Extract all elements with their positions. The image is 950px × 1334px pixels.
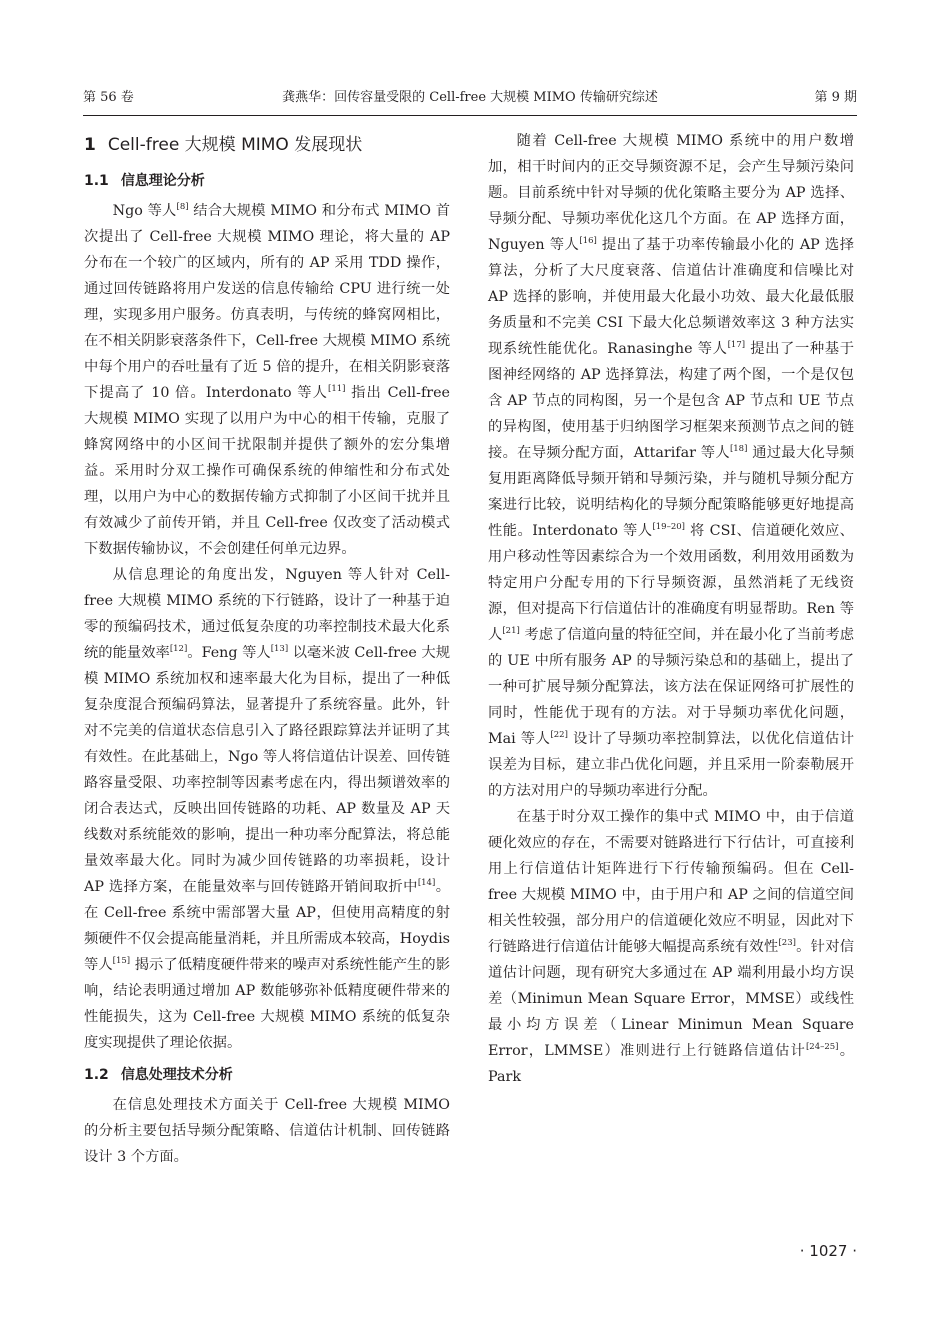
subsection-title: 信息处理技术分析 [120,1067,233,1083]
section-number: 1 [84,135,96,155]
citation: [13] [270,644,289,654]
subsection-heading-1-2 [84,1062,450,1092]
left-column [84,128,450,1170]
running-title: 龚燕华：回传容量受限的 Cell-free 大规模 MIMO 传输研究综述 [282,90,658,105]
section-title: Cell-free 大规模 MIMO 发展现状 [107,135,363,155]
subsection-number: 1.1 [84,173,109,189]
paragraph-2: 从信息理论的角度出发，Nguyen 等人针对 Cell-free 大规模 MIMO 系统的下行链路，设计了一种基于迫零的预编码技术，通过低复杂度的功率控制技术最大化系统的能量效率[12]。Feng 等人[13] 以毫米波 Cell-free 大规模 MIMO 系统加权和速率最大化为目标，提出了一种低复杂度混合预编码算法，显著提升了系统容量。此外，针对不完美的信道状态信息引入了路径跟踪算法并证明了其有效性。在此基础上，Ngo 等人将信道估计误差、回传链路容量受限、功率控制等因素考虑在内，得出频谱效率的闭合表达式，反映出回传链路的功耗、AP 数量及 AP 天线数对系统能效的影响，提出一种功率分配算法，将总能量效率最大化。同时为减少回传链路的功率损耗，设计 AP 选择方案，在能量效率与回传链路开销间取折中[14]。在 Cell-free 系统中需部署大量 AP，但使用高精度的射频硬件不仅会提高能量消耗，并且所需成本较高，Hoydis 等人[15] 揭示了低精度硬件带来的噪声对系统性能产生的影响，结论表明通过增加 AP 数能够弥补低精度硬件带来的性能损失，这为 Cell-free 大规模 MIMO 系统的低复杂度实现提供了理论依据。 [84,567,451,1051]
citation: [14] [417,878,436,888]
citation: [15] [112,956,131,966]
right-column [488,128,854,1090]
paragraph-4: 随着 Cell-free 大规模 MIMO 系统中的用户数增加，相干时间内的正交导频资源不足，会产生导频污染问题。目前系统中针对导频的优化策略主要分为 AP 选择、导频分配、导频功率优化这几个方面。在 AP 选择方面，Nguyen 等人[16] 提出了基于功率传输最小化的 AP 选择算法，分析了大尺度衰落、信道估计准确度和信噪比对 AP 选择的影响，并使用最大化最小功效、最大化最低服务质量和不完美 CSI 下最大化总频谱效率这 3 种方法实现系统性能优化。Ranasinghe 等人[17] 提出了一种基于图神经网络的 AP 选择算法，构建了两个图，一个是仅包含 AP 节点的同构图，另一个是包含 AP 节点和 UE 节点的异构图，使用基于归纳图学习框架来预测节点之间的链接。在导频分配方面，Attarifar 等人[18] 通过最大化导频复用距离降低导频开销和导频污染，并与随机导频分配方案进行比较，说明结构化的导频分配策略能够更好地提高性能。Interdonato 等人[19–20] 将 CSI、信道硬化效应、用户移动性等因素综合为一个效用函数，利用效用函数为特定用户分配专用的下行导频资源，虽然消耗了无线资源，但对提高下行信道估计的准确度有明显帮助。Ren 等人[21] 考虑了信道向量的特征空间，并在最小化了当前考虑的 UE 中所有服务 AP 的导频污染总和的基础上，提出了一种可扩展导频分配算法，该方法在保证网络可扩展性的同时，性能优于现有的方法。对于导频功率优化问题，Mai 等人[22] 设计了导频功率控制算法，以优化信道估计误差为目标，建立非凸优化问题，并且采用一阶泰勒展开的方法对用户的导频功率进行分配。 [488,133,855,799]
header-rule [83,115,857,116]
paragraph-3: 在信息处理技术方面关于 Cell-free 大规模 MIMO 的分析主要包括导频分配策略、信道估计机制、回传链路设计 3 个方面。 [84,1097,450,1165]
citation: [23] [778,938,796,948]
citation: [12] [169,644,188,654]
citation: [21] [502,626,520,636]
citation: [24–25] [805,1042,839,1052]
paragraph-5: 在基于时分双工操作的集中式 MIMO 中，由于信道硬化效应的存在，不需要对链路进行下行估计，可直接利用上行信道估计矩阵进行下行传输预编码。但在 Cell-free 大规模 MIMO 中，由于用户和 AP 之间的信道空间相关性较强，部分用户的信道硬化效应不明显，因此对下行链路进行信道估计能够大幅提高系统有效性[23]。针对信道估计问题，现有研究大多通过在 AP 端利用最小均方误差（Minimun Mean Square Error，MMSE）或线性最小均方误差（Linear Minimun Mean Square Error，LMMSE）准则进行上行链路信道估计[24–25]。Park [488,809,855,1085]
paragraph-1: Ngo 等人[8] 结合大规模 MIMO 和分布式 MIMO 首次提出了 Cell-free 大规模 MIMO 理论，将大量的 AP 分布在一个较广的区域内，所有的 AP 采用 TDD 操作，通过回传链路将用户发送的信息传输给 CPU 进行统一处理，实现多用户服务。仿真表明，与传统的蜂窝网相比，在不相关阴影衰落条件下，Cell-free 大规模 MIMO 系统中每个用户的吞吐量有了近 5 倍的提升，在相关阴影衰落下提高了 10 倍。Interdonato 等人[11] 指出 Cell-free 大规模 MIMO 实现了以用户为中心的相干传输，克服了蜂窝网络中的小区间干扰限制并提供了额外的宏分集增益。采用时分双工操作可确保系统的伸缩性和分布式处理，以用户为中心的数据传输方式抑制了小区间干扰并且有效减少了前传开销，并且 Cell-free 仅改变了活动模式下数据传输协议，不会创建任何单元边界。 [84,202,450,557]
citation: [17] [727,340,746,350]
citation: [19–20] [652,522,685,532]
section-heading [84,128,450,168]
citation: [11] [328,384,346,394]
citation: [8] [176,202,189,212]
volume-label: 第 56 卷 [83,90,134,105]
citation: [16] [579,236,597,246]
citation: [18] [729,444,748,454]
citation: [22] [550,730,568,740]
page-number: · 1027 · [799,1242,857,1260]
subsection-title: 信息理论分析 [120,173,205,189]
subsection-heading-1-1 [84,168,450,198]
issue-label: 第 9 期 [814,90,857,105]
subsection-number: 1.2 [84,1067,109,1083]
